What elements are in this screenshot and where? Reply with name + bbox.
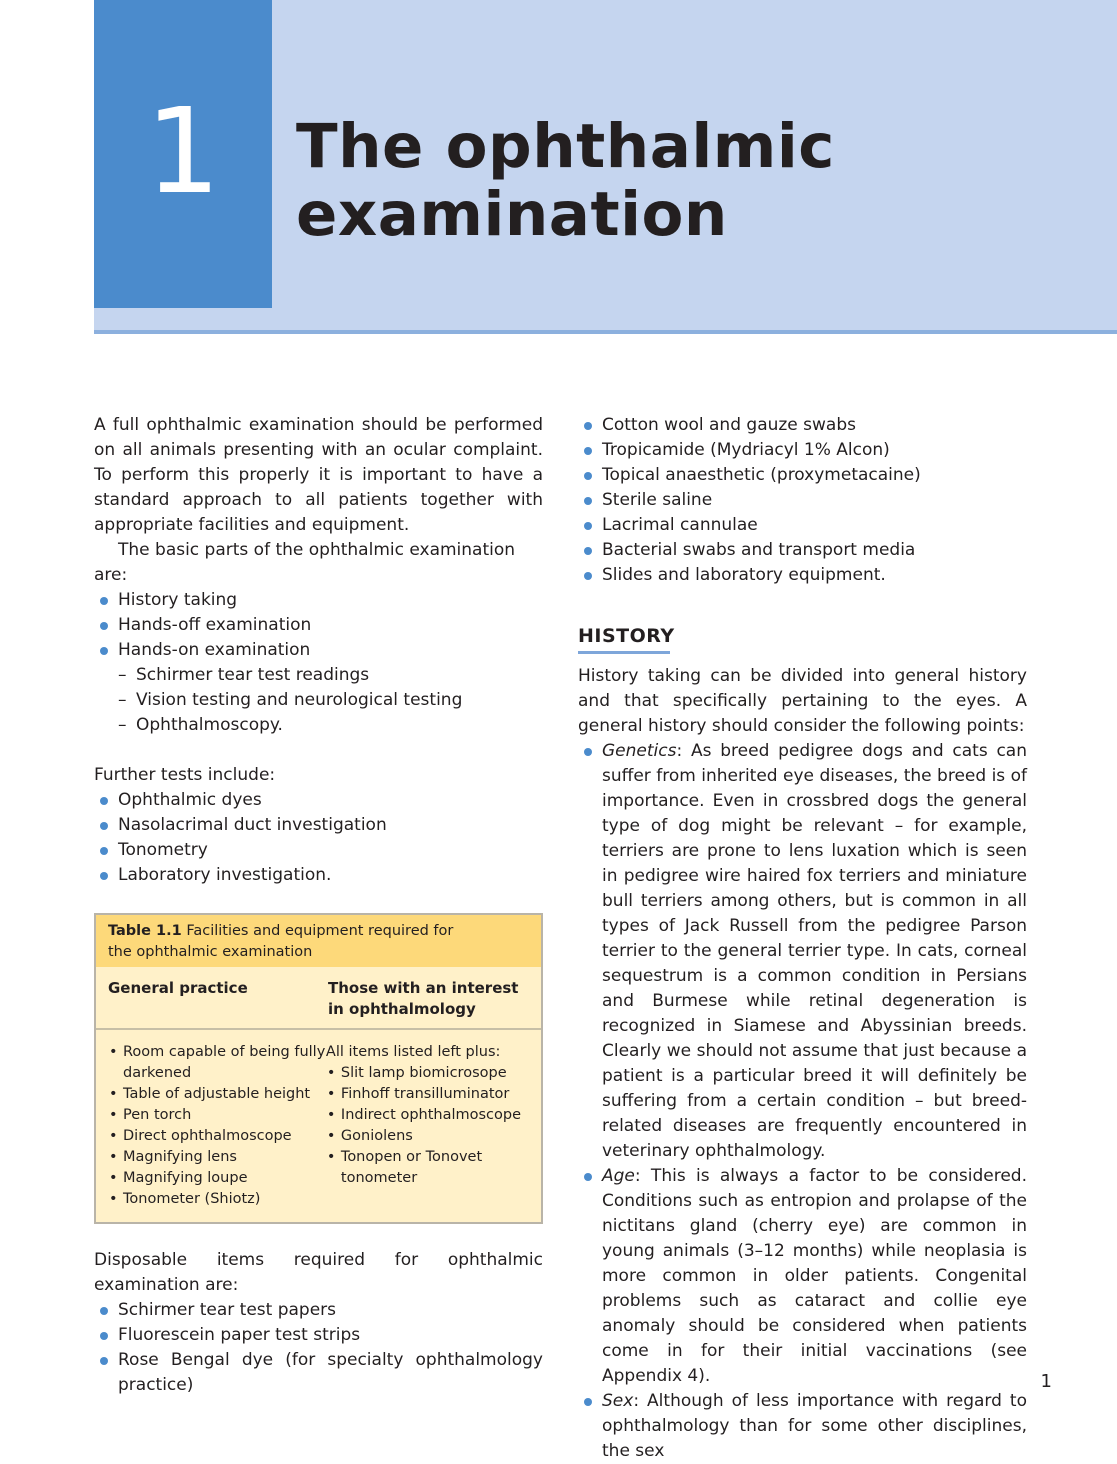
point-term: Sex [602,1391,634,1411]
point-term: Genetics [602,741,677,761]
further-tests-list [94,788,543,888]
right-column [578,413,1027,1464]
point-text: : As breed pedigree dogs and cats can suffer from inherited eye diseases, the breed is of importance. Even in crossbred dogs the general type of dog might be relevant – for example, terriers are prone to lens luxation which is seen in pedigree wire haired fox terriers and miniature bull terriers among others, but is common in all types of Jack Russell from the pedigree Parson terrier to the general terrier type. In cats, corneal sequestrum is a common condition in Persians and Burmese while retinal degeneration is recognized in Siamese and Abyssinian breeds. Clearly we should not assume that just because a patient is a particular breed it will definitely be suffering from a certain condition – but breed-related diseases are frequently encountered in veterinary ophthalmology. [602,741,1027,1161]
list-item: Rose Bengal dye (for specialty ophthalmology practice) [94,1348,543,1398]
general-practice-list [108,1042,326,1210]
list-item: Hands-off examination [94,613,543,638]
table-col2-header-line-1: Those with an interest [328,979,519,997]
list-item: Tonometry [94,838,543,863]
list-item: • Tonometer (Shiotz) [108,1189,326,1210]
further-tests-intro: Further tests include: [94,765,276,785]
page-number: 1 [1040,1371,1052,1392]
list-item: Slides and laboratory equipment. [578,563,1027,588]
table-col2-header [328,978,528,1020]
left-column [94,413,543,1398]
point-text: : Although of less importance with regard to ophthalmology than for some other disciplines, the sex [602,1391,1027,1461]
list-item: Nasolacrimal duct investigation [94,813,543,838]
list-item: • Pen torch [108,1105,326,1126]
list-item: Bacterial swabs and transport media [578,538,1027,563]
table-body-row [96,1030,541,1222]
list-item: • Slit lamp biomicrosope [326,1063,529,1084]
hands-on-sublist [94,663,543,738]
list-item: • Magnifying loupe [108,1168,326,1189]
history-point-age [578,1164,1027,1389]
history-intro: History taking can be divided into general history and that specifically pertaining to the eyes. A general history should consider the following points: [578,666,1027,736]
list-item: Ophthalmic dyes [94,788,543,813]
list-item: Tropicamide (Mydriacyl 1% Alcon) [578,438,1027,463]
basic-parts-list [94,588,543,663]
list-item: Laboratory investigation. [94,863,543,888]
table-caption [96,915,541,967]
table-col1-header: General practice [108,979,248,997]
list-item: Schirmer tear test papers [94,1298,543,1323]
table-label: Table 1.1 [108,923,182,939]
table-caption-text: Facilities and equipment required for [186,923,454,939]
list-item: • Table of adjustable height [108,1084,326,1105]
disposables-list [94,1298,543,1398]
list-item: • Magnifying lens [108,1147,326,1168]
list-item: Hands-on examination [94,638,543,663]
basic-parts-intro: The basic parts of the ophthalmic examination are: [94,540,516,585]
chapter-number: 1 [145,82,221,220]
col2-intro: All items listed left plus: [325,1044,501,1060]
list-item: – Schirmer tear test readings [94,663,543,688]
list-item: Cotton wool and gauze swabs [578,413,1027,438]
table-col1-cell [108,1042,326,1210]
list-item: • Direct ophthalmoscope [108,1126,326,1147]
point-text: : This is always a factor to be considered. Conditions such as entropion and prolapse of the nictitans gland (cherry eye) are common in young animals (3–12 months) while neoplasia is more common in older patients. Congenital problems such as cataract and collie eye anomaly should be considered when patients come in for their initial vaccinations (see Appendix 4). [602,1166,1027,1386]
disposables-list-continued [578,413,1027,588]
equipment-table [94,913,543,1224]
table-caption-text-2: the ophthalmic examination [108,944,313,960]
list-item: • Room capable of being fully darkened [108,1042,326,1084]
list-item: Lacrimal cannulae [578,513,1027,538]
history-points-list [578,739,1027,1464]
list-item: – Ophthalmoscopy. [94,713,543,738]
table-header-row [96,967,541,1030]
list-item: Fluorescein paper test strips [94,1323,543,1348]
point-term: Age [602,1166,635,1186]
chapter-title-line-1: The ophthalmic [296,111,835,182]
list-item: • Tonopen or Tonovet tonometer [326,1147,529,1189]
list-item: Topical anaesthetic (proxymetacaine) [578,463,1027,488]
history-point-genetics [578,739,1027,1164]
disposables-intro: Disposable items required for ophthalmic examination are: [94,1250,543,1295]
list-item: – Vision testing and neurological testing [94,688,543,713]
list-item: • Goniolens [326,1126,529,1147]
chapter-title-line-2: examination [296,179,728,250]
header-rule [94,330,1117,334]
table-col2-cell [326,1042,529,1210]
table-col2-header-line-2: in ophthalmology [328,1000,476,1018]
list-item: • Finhoff transilluminator [326,1084,529,1105]
history-heading: HISTORY [578,625,675,647]
intro-paragraph: A full ophthalmic examination should be performed on all animals presenting with an ocular complaint. To perform this properly it is important to have a standard approach to all patients together with appropriate facilities and equipment. [94,415,543,535]
chapter-title [296,113,996,249]
list-item: • Indirect ophthalmoscope [326,1105,529,1126]
list-item: Sterile saline [578,488,1027,513]
interest-list [326,1063,529,1189]
list-item: History taking [94,588,543,613]
heading-underline [578,651,670,654]
